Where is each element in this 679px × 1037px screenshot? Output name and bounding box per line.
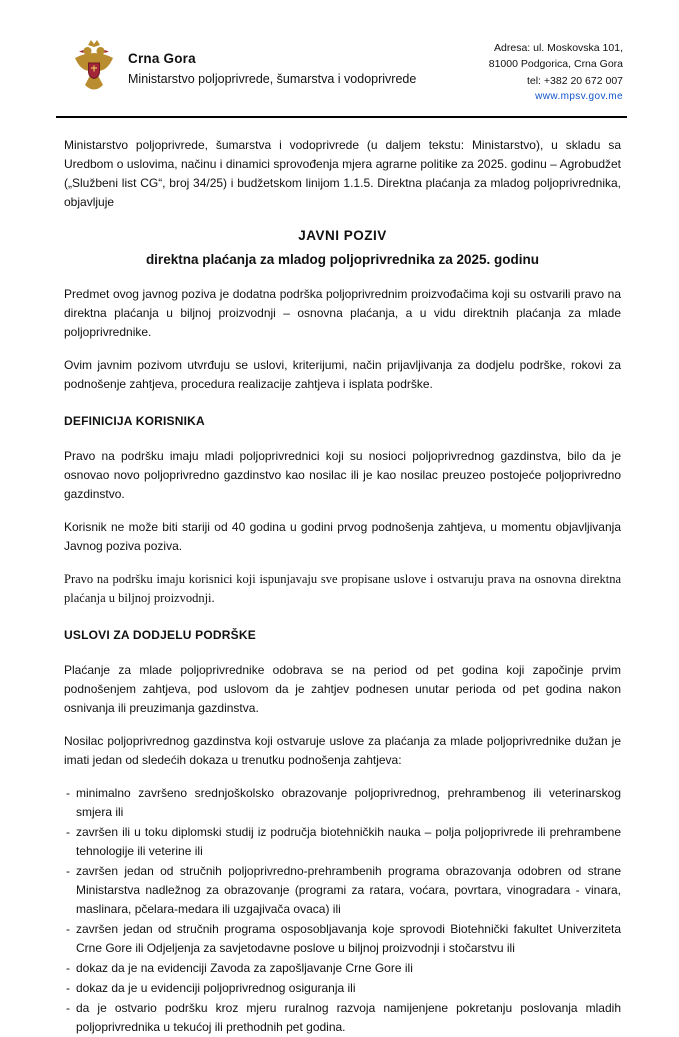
title-line-1: JAVNI POZIV — [298, 228, 387, 244]
intro-paragraph: Ministarstvo poljoprivrede, šumarstva i vodoprivrede (u daljem tekstu: Ministarstvo), u skladu sa Uredbom o uslovima, načinu i dinamici sprovođenja mjera agrarne politike za 2025. godinu – Agrobudžet („Službeni list CG“, broj 34/25) i budžetskom linijom 1.1.5. Direktna plaćanja za mladog poljoprivrednika, objavljuje — [64, 138, 621, 210]
paragraph-conditions-serif: Pravo na podršku imaju korisnici koji ispunjavaju sve propisane uslove i ostvaruju prava na osnovna direktna plaćanja u biljnoj proizvodnji. — [64, 572, 621, 606]
paragraph-age-limit: Korisnik ne može biti stariji od 40 godina u godini prvog podnošenja zahtjeva, u momentu objavljivanja Javnog poziva poziva. — [64, 520, 621, 554]
list-item-studies: - završen ili u toku diplomski studij iz područja biotehničkih nauka – polja poljoprivrede ili prehrambene tehnologije ili veterine ili — [66, 823, 621, 861]
list-item-employment-registry: - dokaz da je na evidenciji Zavoda za zapošljavanje Crne Gore ili — [66, 959, 621, 978]
header-divider — [56, 116, 627, 118]
list-item-education: - minimalno završeno srednjoškolsko obrazovanje poljoprivrednog, prehrambenog ili veterinarskog smjera ili — [66, 784, 621, 822]
document-title — [64, 226, 621, 269]
list-item-rural-support: - da je ostvario podršku kroz mjeru ruralnog razvoja namijenjene pokretanju poslovanja mladih poljoprivrednika u tekućoj ili prethodnih pet godina. — [66, 999, 621, 1037]
paragraph-scope: Ovim javnim pozivom utvrđuju se uslovi, kriterijumi, način prijavljivanja za dodjelu podrške, rokovi za podnošenje zahtjeva, procedura realizacije zahtjeva i isplata podrške. — [64, 358, 621, 392]
list-item-insurance-registry: - dokaz da je u evidenciji poljoprivrednog osiguranja ili — [66, 979, 621, 998]
letterhead-left — [74, 38, 416, 98]
address-line-2: 81000 Podgorica, Crna Gora — [488, 58, 623, 71]
phone-line: tel: +382 20 672 007 — [526, 74, 623, 87]
section-heading-uslovi: USLOVI ZA DODJELU PODRŠKE — [64, 628, 256, 643]
paragraph-eligibility: Pravo na podršku imaju mladi poljoprivrednici koji su nosioci poljoprivrednog gazdinstva, bilo da je osnovao novo poljoprivredno gazdinstvo kao nosilac ili je kao nosilac preuzeo postojeće poljoprivredno gazdinstvo. — [64, 449, 621, 502]
section-heading-definicija-korisnika: DEFINICIJA KORISNIKA — [64, 414, 205, 429]
ministry-name: Ministarstvo poljoprivrede, šumarstva i vodoprivrede — [128, 71, 417, 86]
contact-block — [489, 38, 623, 104]
list-item-training: - završen jedan od stručnih programa osposobljavanja koje sprovodi Biotehnički fakultet Univerziteta Crne Gore ili Odjeljenja za savjetodavne poslove u biljnoj proizvodnji i stočarstvu ili — [66, 920, 621, 958]
website-link[interactable]: www.mpsv.gov.me — [535, 90, 623, 102]
paragraph-subject: Predmet ovog javnog poziva je dodatna podrška poljoprivrednim proizvođačima koji su ostvarili pravo na direktna plaćanja u biljnoj proizvodnji – osnovna plaćanja, a u vidu direktnih plaćanja za mlade poljoprivrednike. — [64, 287, 621, 340]
address-line-1: Adresa: ul. Moskovska 101, — [494, 42, 623, 54]
paragraph-period: Plaćanje za mlade poljoprivrednike odobrava se na period od pet godina koji započinje prvim podnošenjem zahtjeva, pod uslovom da je zahtjev podnesen unutar perioda od pet godina nakon osnivanja ili preuzimanja gazdinstva. — [64, 663, 621, 716]
country-name: Crna Gora — [128, 50, 196, 66]
document-body — [56, 136, 629, 1037]
letterhead — [56, 34, 629, 104]
evidence-list — [66, 784, 621, 1037]
paragraph-evidence-intro: Nosilac poljoprivrednog gazdinstva koji ostvaruje uslove za plaćanja za mlade poljoprivrednike dužan je imati jedan od sledećih dokaza u trenutku podnošenja zahtjeva: — [64, 734, 621, 768]
title-line-2: direktna plaćanja za mladog poljoprivrednika za 2025. godinu — [145, 252, 540, 268]
coat-of-arms-icon — [74, 38, 114, 98]
list-item-programs: - završen jedan od stručnih poljoprivredno-prehrambenih programa obrazovanja odobren od strane Ministarstva nadležnog za obrazovanje (programi za ratara, voćara, povrtara, vinogradara - vinara, maslinara, pčelara-medara ili uzgajivača ovaca) ili — [66, 862, 621, 919]
organization-block — [128, 51, 416, 86]
